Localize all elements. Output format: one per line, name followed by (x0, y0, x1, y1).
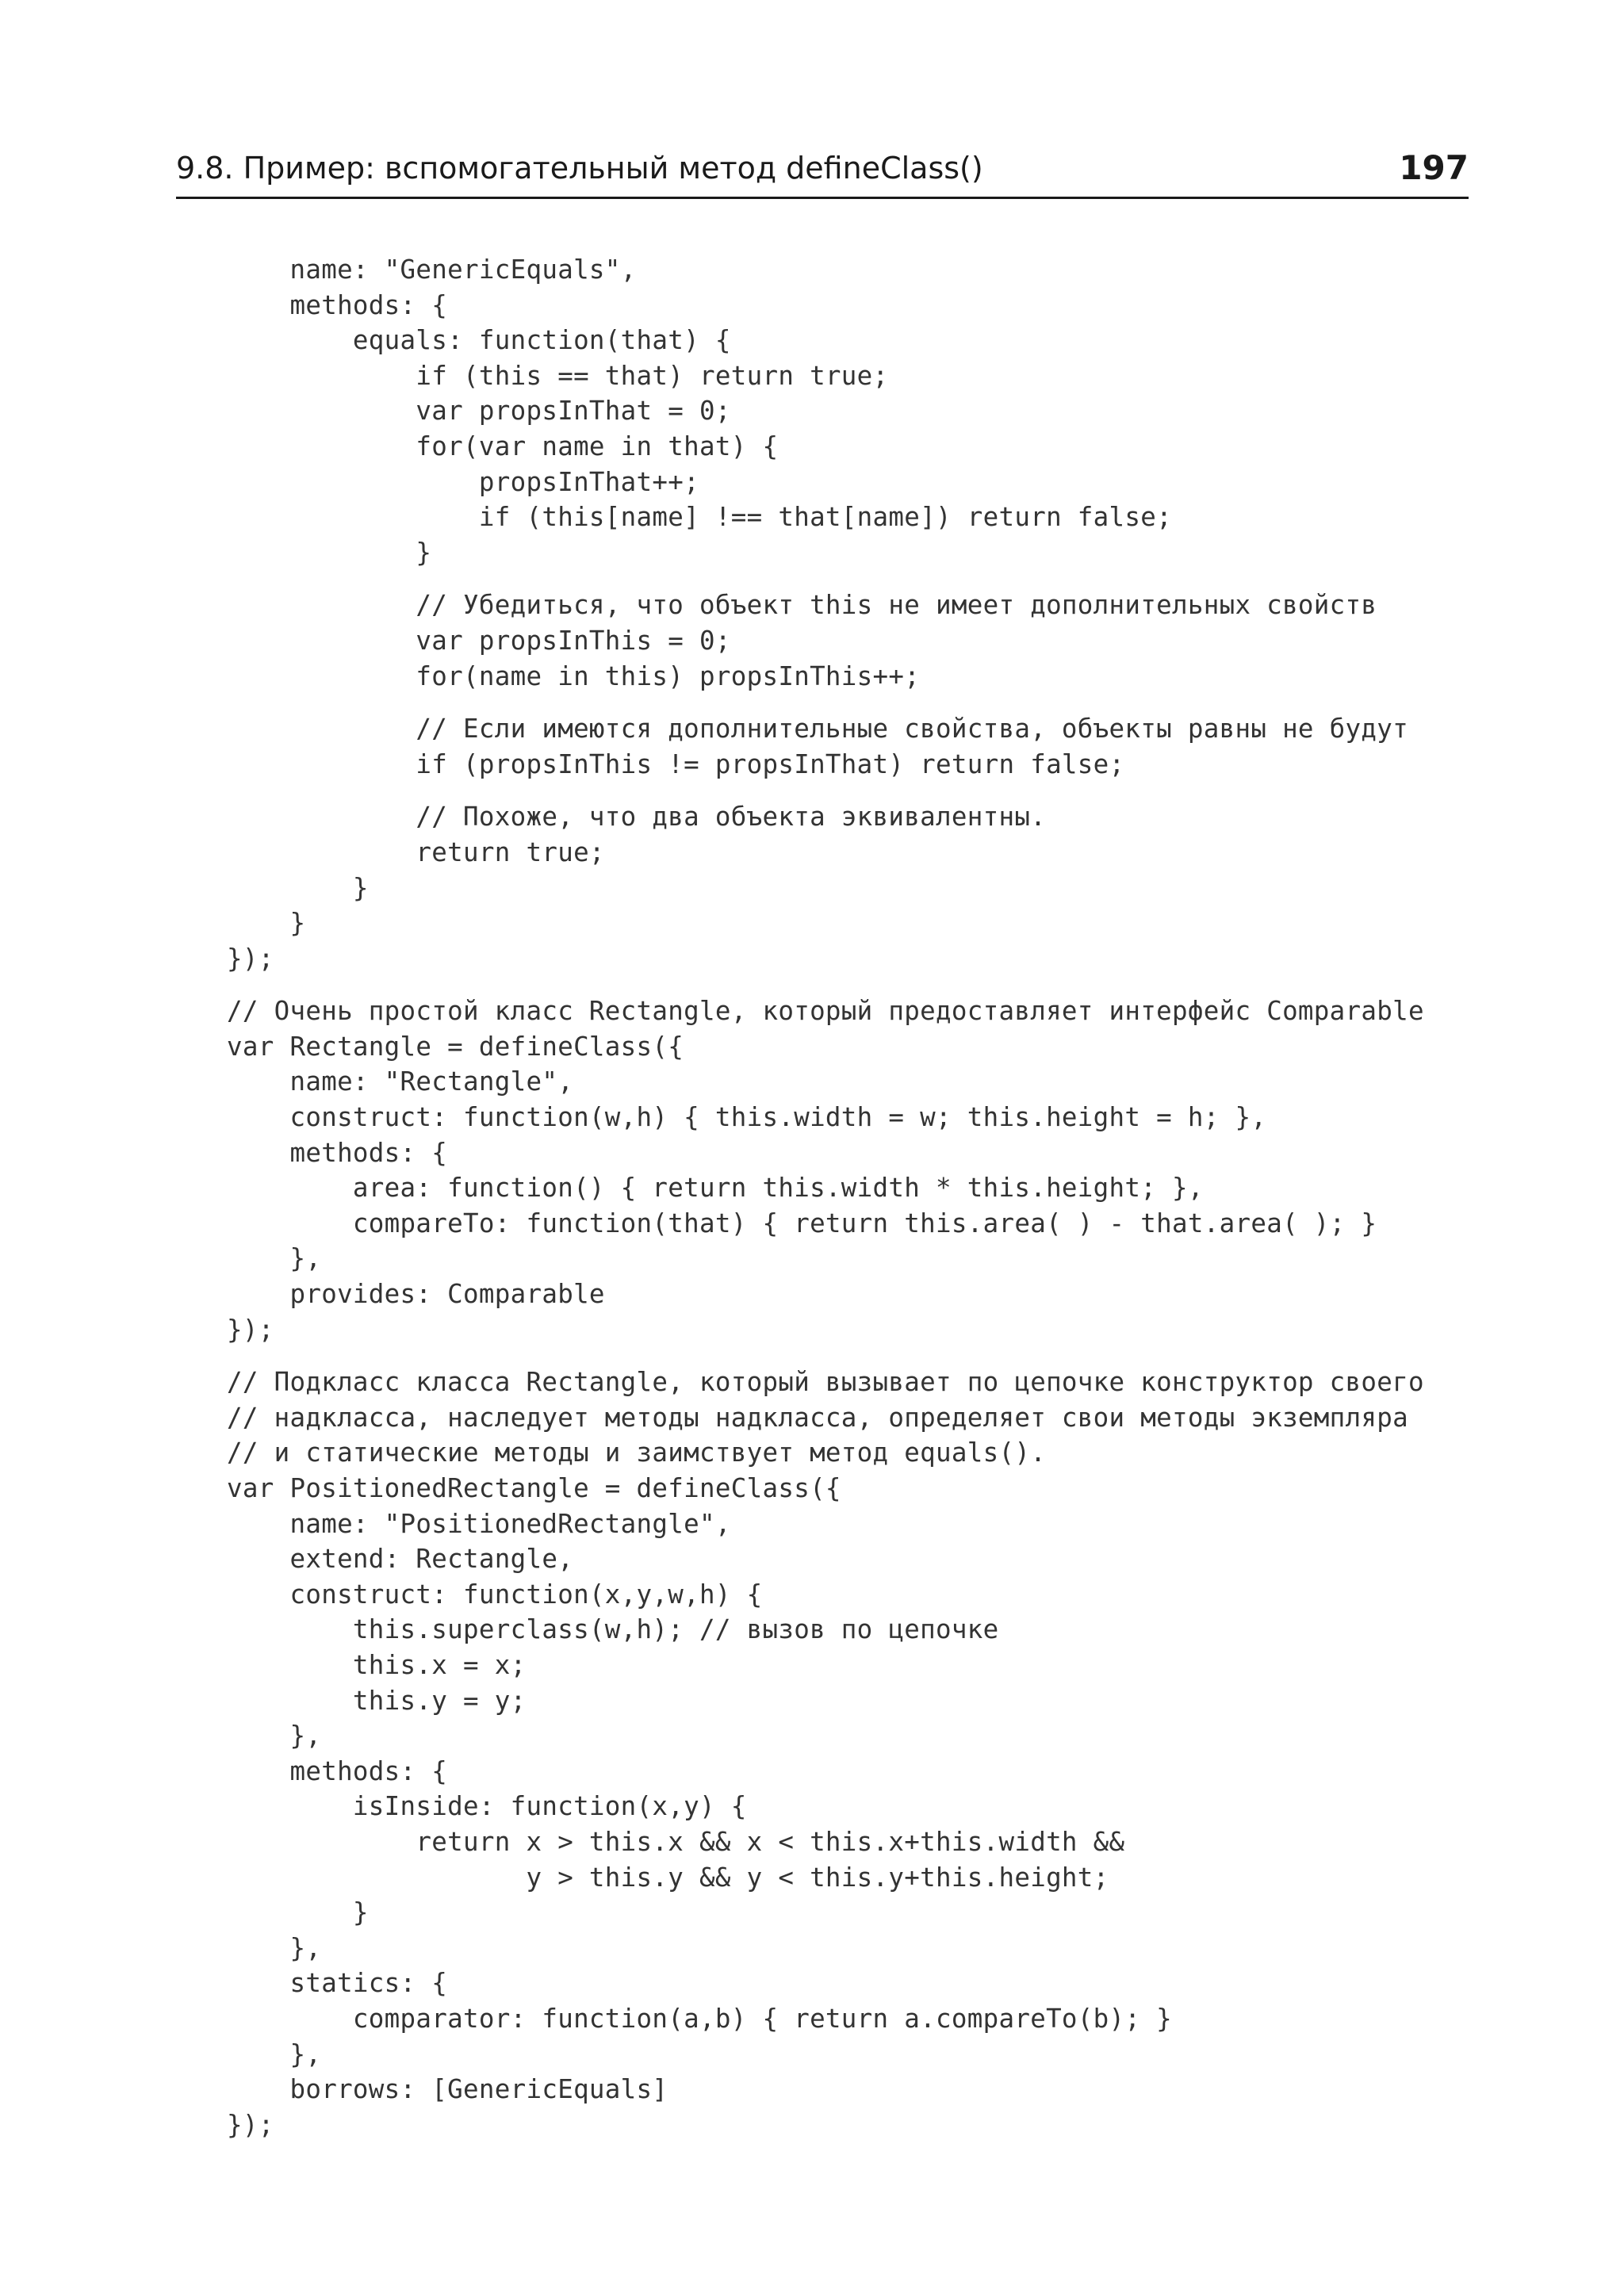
code-line: }); (227, 1314, 274, 1345)
code-line: propsInThat++; (227, 466, 699, 497)
code-listing (227, 252, 1496, 2142)
code-line: if (propsInThis != propsInThat) return false; (227, 748, 1125, 779)
code-line: var PositionedRectangle = defineClass({ (227, 1473, 841, 1503)
code-line: compareTo: function(that) { return this.area( ) - that.area( ); } (227, 1208, 1377, 1238)
code-comment-line: // Очень простой класс Rectangle, который предоставляет интерфейс Comparable (227, 996, 1424, 1027)
code-comment-line: // надкласса, наследует методы надкласса, определяет свои методы экземпляра (227, 1402, 1408, 1433)
code-line: if (this == that) return true; (227, 360, 889, 391)
code-line: y > this.y && y < this.y+this.height; (227, 1862, 1109, 1893)
page-header (176, 147, 1469, 199)
code-line: }, (227, 1243, 322, 1274)
code-line: var propsInThis = 0; (227, 625, 731, 656)
code-line: comparator: function(a,b) { return a.compareTo(b); } (227, 2003, 1172, 2034)
code-line: var propsInThat = 0; (227, 396, 731, 427)
code-line: }, (227, 2038, 322, 2069)
code-comment-line: // Похоже, что два объекта эквивалентны. (227, 802, 1047, 833)
code-line: extend: Rectangle, (227, 1544, 574, 1575)
code-line: name: "Rectangle", (227, 1066, 574, 1097)
code-line: this.y = y; (227, 1685, 527, 1716)
code-line: for(name in this) propsInThis++; (227, 660, 921, 691)
code-line: } (227, 537, 432, 568)
code-comment-line: // Подкласс класса Rectangle, который вызывает по цепочке конструктор своего (227, 1367, 1424, 1398)
code-line: } (227, 908, 306, 939)
page-number: 197 (1399, 148, 1469, 187)
code-line: equals: function(that) { (227, 325, 731, 356)
code-line: } (227, 872, 369, 903)
code-line: name: "PositionedRectangle", (227, 1508, 731, 1539)
code-line: }); (227, 2109, 274, 2140)
code-line: methods: { (227, 1755, 448, 1786)
code-line: name: "GenericEquals", (227, 255, 637, 285)
running-head-section-title: 9.8. Пример: вспомогательный метод defineClass() (176, 151, 983, 186)
code-line: }, (227, 1721, 322, 1751)
code-line: if (this[name] !== that[name]) return false; (227, 502, 1172, 533)
code-line: area: function() { return this.width * this.height; }, (227, 1173, 1204, 1204)
code-line: statics: { (227, 1968, 448, 1999)
code-line: } (227, 1897, 369, 1928)
code-line: return true; (227, 836, 605, 867)
code-line: return x > this.x && x < this.x+this.width && (227, 1826, 1125, 1857)
code-comment-line: // Если имеются дополнительные свойства, объекты равны не будут (227, 714, 1408, 745)
code-line: methods: { (227, 1137, 448, 1168)
code-line: construct: function(w,h) { this.width = w; this.height = h; }, (227, 1102, 1267, 1133)
code-line: borrows: [GenericEquals] (227, 2074, 668, 2105)
code-line: }); (227, 943, 274, 974)
code-comment-line: // Убедиться, что объект this не имеет дополнительных свойств (227, 590, 1377, 621)
code-line: construct: function(x,y,w,h) { (227, 1579, 763, 1610)
code-comment-line: // и статические методы и заимствует метод equals(). (227, 1437, 1047, 1468)
code-line: methods: { (227, 289, 448, 320)
code-line: }, (227, 1932, 322, 1963)
code-line: for(var name in that) { (227, 431, 779, 461)
code-line: provides: Comparable (227, 1279, 605, 1310)
code-line: this.x = x; (227, 1649, 527, 1680)
code-line: this.superclass(w,h); // вызов по цепочке (227, 1614, 999, 1645)
code-line: isInside: function(x,y) { (227, 1791, 747, 1822)
code-line: var Rectangle = defineClass({ (227, 1031, 684, 1062)
